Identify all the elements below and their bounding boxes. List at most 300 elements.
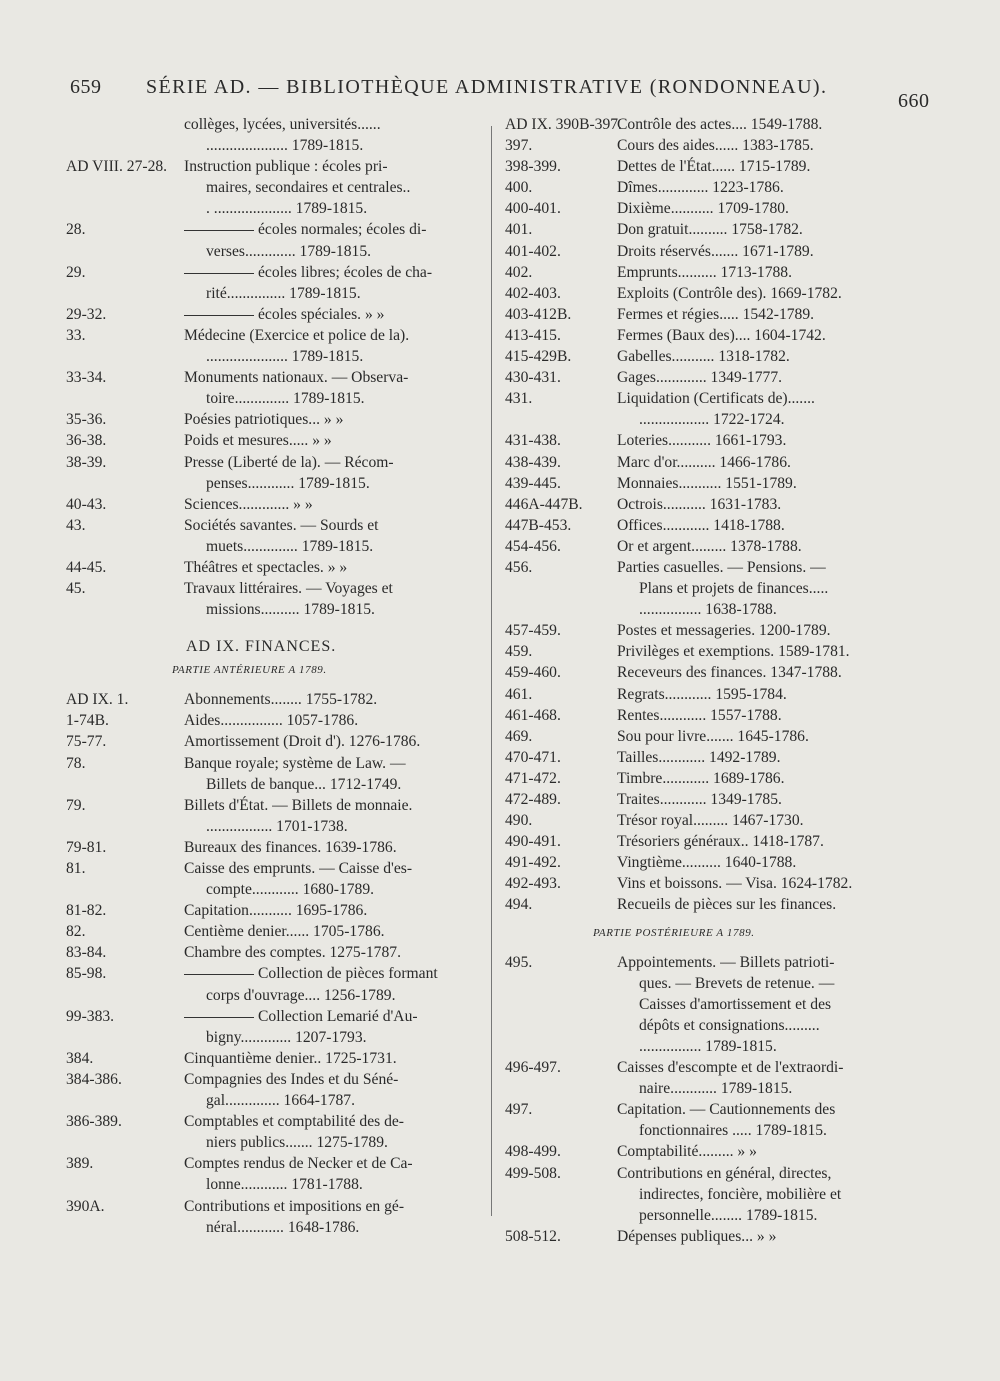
index-entry bbox=[66, 942, 481, 963]
index-entry bbox=[66, 578, 481, 620]
section-title-finances: AD IX. FINANCES. bbox=[186, 638, 337, 656]
entry-call-number: 471-472. bbox=[505, 769, 561, 787]
entry-text bbox=[184, 942, 481, 963]
entry-text bbox=[184, 1006, 481, 1048]
entry-line: Capitation........... 1695-1786. bbox=[184, 902, 368, 920]
entry-line: Don gratuit.......... 1758-1782. bbox=[617, 221, 803, 239]
entry-call-number: 401. bbox=[505, 221, 533, 239]
entry-line: Travaux littéraires. — Voyages et bbox=[184, 580, 393, 598]
index-entry bbox=[66, 1153, 481, 1195]
index-entry bbox=[505, 198, 915, 219]
entry-call-number: 472-489. bbox=[505, 791, 561, 808]
entry-call-number: 413-415. bbox=[505, 326, 561, 344]
entry-text bbox=[184, 494, 481, 515]
index-entry bbox=[66, 515, 481, 557]
running-header-title: SÉRIE AD. — BIBLIOTHÈQUE ADMINISTRATIVE (RONDONNEAU). bbox=[146, 76, 828, 98]
entry-text bbox=[184, 1069, 481, 1111]
index-entry bbox=[505, 494, 915, 515]
entry-line: Banque royale; système de Law. — bbox=[184, 754, 406, 772]
entry-text bbox=[617, 726, 915, 747]
entry-text bbox=[617, 873, 915, 894]
entry-call-number: 508-512. bbox=[505, 1227, 561, 1245]
entry-text bbox=[617, 283, 915, 304]
index-entry bbox=[505, 873, 915, 894]
entry-line: indirectes, foncière, mobilière et bbox=[639, 1185, 842, 1203]
entry-call-number: 99-383. bbox=[66, 1007, 115, 1025]
entry-line: bigny............. 1207-1793. bbox=[206, 1028, 367, 1046]
entry-line: Sciences............. » » bbox=[184, 495, 313, 513]
entry-text bbox=[617, 135, 915, 156]
entry-call-number: 402. bbox=[505, 263, 533, 281]
entry-line: Collection de pièces formant bbox=[184, 963, 481, 984]
entry-line: Sou pour livre....... 1645-1786. bbox=[617, 727, 809, 745]
index-entry bbox=[66, 710, 481, 731]
entry-call-number: 384. bbox=[66, 1049, 94, 1067]
entry-call-number: 85-98. bbox=[66, 965, 107, 983]
index-entry bbox=[505, 684, 915, 705]
index-entry bbox=[505, 747, 915, 768]
index-entry bbox=[66, 262, 481, 304]
education-entries bbox=[66, 114, 481, 620]
entry-call-number: 82. bbox=[66, 923, 86, 941]
entry-line: ..................... 1789-1815. bbox=[206, 137, 364, 155]
entry-text bbox=[184, 837, 481, 858]
entry-call-number: 446A-447B. bbox=[505, 495, 583, 513]
entry-call-number: 498-499. bbox=[505, 1143, 561, 1161]
entry-line: Caisses d'escompte et de l'extraordi- bbox=[617, 1059, 844, 1077]
index-entry bbox=[66, 114, 481, 156]
entry-text bbox=[617, 430, 915, 451]
entry-call-number: 384-386. bbox=[66, 1070, 122, 1088]
index-entry bbox=[505, 304, 915, 325]
entry-call-number: 35-36. bbox=[66, 411, 107, 429]
entry-call-number: 81-82. bbox=[66, 902, 107, 920]
entry-call-number: 81. bbox=[66, 860, 86, 877]
entry-line: Caisses d'amortissement et des bbox=[639, 995, 832, 1013]
entry-line: ................ 1638-1788. bbox=[639, 601, 777, 619]
entry-line: Recueils de pièces sur les finances. bbox=[617, 896, 837, 914]
entry-line: gal.............. 1664-1787. bbox=[206, 1092, 355, 1110]
entry-line: Regrats............ 1595-1784. bbox=[617, 685, 787, 703]
index-entry bbox=[505, 705, 915, 726]
entry-call-number: 397. bbox=[505, 137, 533, 155]
entry-line: missions.......... 1789-1815. bbox=[206, 601, 375, 619]
index-entry bbox=[505, 1141, 915, 1162]
entry-line: Dîmes............. 1223-1786. bbox=[617, 179, 784, 197]
entry-text bbox=[184, 325, 481, 367]
index-entry bbox=[505, 325, 915, 346]
index-entry bbox=[505, 1163, 915, 1226]
index-entry bbox=[505, 768, 915, 789]
entry-line: Aides................ 1057-1786. bbox=[184, 712, 359, 730]
entry-line: Dépenses publiques... » » bbox=[617, 1227, 777, 1245]
entry-text bbox=[617, 1099, 915, 1141]
entry-call-number: 38-39. bbox=[66, 453, 107, 471]
entry-call-number: AD IX. 1. bbox=[66, 691, 129, 709]
entry-text bbox=[184, 557, 481, 578]
entry-text bbox=[617, 1141, 915, 1162]
entry-call-number: 415-429B. bbox=[505, 348, 572, 366]
index-entry bbox=[505, 831, 915, 852]
entry-text bbox=[617, 768, 915, 789]
entry-call-number: 491-492. bbox=[505, 854, 561, 872]
right-column bbox=[505, 114, 915, 1247]
entry-call-number: 439-445. bbox=[505, 474, 561, 492]
entry-text bbox=[617, 620, 915, 641]
entry-line: Receveurs des finances. 1347-1788. bbox=[617, 664, 842, 682]
index-entry bbox=[66, 325, 481, 367]
entry-line: ................. 1701-1738. bbox=[206, 817, 348, 835]
entry-text bbox=[617, 367, 915, 388]
entry-line: Parties casuelles. — Pensions. — bbox=[617, 558, 826, 576]
entry-call-number: AD VIII. 27-28. bbox=[66, 158, 168, 176]
entry-line: dépôts et consignations......... bbox=[639, 1016, 820, 1034]
entry-call-number: 490. bbox=[505, 812, 533, 830]
index-entry bbox=[505, 557, 915, 620]
entry-line: Sociétés savantes. — Sourds et bbox=[184, 516, 379, 534]
entry-line: Caisse des emprunts. — Caisse d'es- bbox=[184, 860, 413, 877]
entry-call-number: 386-389. bbox=[66, 1113, 122, 1131]
entry-text bbox=[184, 114, 481, 156]
index-entry bbox=[505, 894, 915, 915]
entry-call-number: 459. bbox=[505, 643, 533, 661]
finance-entries-continued bbox=[505, 114, 915, 916]
index-entry bbox=[505, 1099, 915, 1141]
entry-call-number: 495. bbox=[505, 953, 533, 971]
entry-call-number: 28. bbox=[66, 221, 86, 239]
entry-call-number: 75-77. bbox=[66, 733, 107, 751]
entry-line: néral............ 1648-1786. bbox=[206, 1218, 360, 1236]
index-entry bbox=[505, 1226, 915, 1247]
entry-call-number: 33-34. bbox=[66, 369, 107, 387]
index-entry bbox=[66, 689, 481, 710]
index-entry bbox=[66, 156, 481, 219]
column-divider bbox=[491, 126, 492, 1216]
entry-text bbox=[184, 710, 481, 731]
index-entry bbox=[505, 388, 915, 430]
index-entry bbox=[505, 473, 915, 494]
entry-call-number: 457-459. bbox=[505, 622, 561, 640]
index-entry bbox=[505, 135, 915, 156]
entry-text bbox=[184, 963, 481, 1005]
entry-line: Appointements. — Billets patrioti- bbox=[617, 953, 835, 971]
left-column bbox=[66, 114, 481, 1238]
entry-text bbox=[617, 952, 915, 1057]
index-entry bbox=[505, 662, 915, 683]
entry-call-number: 79-81. bbox=[66, 838, 107, 856]
entry-line: rité............... 1789-1815. bbox=[206, 284, 361, 302]
entry-call-number: 490-491. bbox=[505, 833, 561, 851]
entry-text bbox=[617, 747, 915, 768]
entry-text bbox=[184, 367, 481, 409]
index-entry bbox=[505, 283, 915, 304]
entry-text bbox=[184, 219, 481, 261]
index-entry bbox=[505, 515, 915, 536]
entry-line: muets.............. 1789-1815. bbox=[206, 537, 374, 555]
entry-line: Centième denier...... 1705-1786. bbox=[184, 923, 385, 941]
entry-line: Postes et messageries. 1200-1789. bbox=[617, 622, 831, 640]
entry-line: Fermes (Baux des).... 1604-1742. bbox=[617, 326, 826, 344]
entry-call-number: 496-497. bbox=[505, 1059, 561, 1077]
entry-text bbox=[617, 515, 915, 536]
entry-text bbox=[617, 114, 915, 135]
entry-call-number bbox=[66, 114, 184, 156]
entry-line: verses............. 1789-1815. bbox=[206, 242, 372, 260]
entry-call-number: 456. bbox=[505, 558, 533, 576]
entry-call-number: 36-38. bbox=[66, 432, 107, 450]
entry-line: Théâtres et spectacles. » » bbox=[184, 558, 348, 576]
entry-line: Droits réservés....... 1671-1789. bbox=[617, 242, 814, 260]
entry-line: Dettes de l'État...... 1715-1789. bbox=[617, 158, 811, 176]
index-entry bbox=[66, 795, 481, 837]
entry-text bbox=[184, 430, 481, 451]
entry-call-number: 29. bbox=[66, 263, 86, 281]
finance-entries-before-1789 bbox=[66, 689, 481, 1237]
index-entry bbox=[505, 536, 915, 557]
index-entry bbox=[505, 452, 915, 473]
entry-text bbox=[617, 705, 915, 726]
page-number-right: 660 bbox=[898, 90, 930, 112]
entry-line: naire............ 1789-1815. bbox=[639, 1080, 793, 1098]
index-entry bbox=[66, 219, 481, 261]
entry-line: Comptables et comptabilité des de- bbox=[184, 1113, 404, 1131]
entry-line: toire.............. 1789-1815. bbox=[206, 390, 365, 408]
entry-text bbox=[184, 858, 481, 900]
entry-line: Instruction publique : écoles pri- bbox=[184, 158, 388, 176]
entry-line: Comptes rendus de Necker et de Ca- bbox=[184, 1155, 413, 1173]
index-entry bbox=[505, 177, 915, 198]
index-entry bbox=[505, 1057, 915, 1099]
entry-line: écoles libres; écoles de cha- bbox=[184, 262, 481, 283]
index-entry bbox=[505, 789, 915, 810]
entry-line: Comptabilité......... » » bbox=[617, 1143, 757, 1161]
page-number-left: 659 bbox=[70, 76, 102, 98]
entry-call-number: 431. bbox=[505, 390, 533, 408]
entry-call-number: AD IX. 390B-397. bbox=[505, 116, 622, 133]
entry-text bbox=[184, 515, 481, 557]
entry-line: Loteries........... 1661-1793. bbox=[617, 432, 787, 450]
entry-line: Gages............. 1349-1777. bbox=[617, 369, 783, 387]
index-entry bbox=[505, 641, 915, 662]
index-entry bbox=[66, 557, 481, 578]
index-entry bbox=[505, 952, 915, 1057]
index-entry bbox=[505, 156, 915, 177]
entry-line: Bureaux des finances. 1639-1786. bbox=[184, 838, 397, 856]
entry-text bbox=[184, 156, 481, 219]
entry-text bbox=[184, 578, 481, 620]
entry-line: Monnaies........... 1551-1789. bbox=[617, 474, 797, 492]
entry-text bbox=[617, 388, 915, 430]
entry-line: .................. 1722-1724. bbox=[639, 411, 785, 429]
entry-line: Traites............ 1349-1785. bbox=[617, 791, 782, 808]
entry-text bbox=[617, 473, 915, 494]
entry-text bbox=[617, 684, 915, 705]
entry-call-number: 43. bbox=[66, 516, 86, 534]
entry-line: Amortissement (Droit d'). 1276-1786. bbox=[184, 733, 421, 751]
index-entry bbox=[505, 852, 915, 873]
entry-line: Chambre des comptes. 1275-1787. bbox=[184, 944, 401, 962]
entry-call-number: 400. bbox=[505, 179, 533, 197]
entry-call-number: 431-438. bbox=[505, 432, 561, 450]
entry-call-number: 492-493. bbox=[505, 875, 561, 893]
entry-call-number: 469. bbox=[505, 727, 533, 745]
entry-call-number: 403-412B. bbox=[505, 305, 572, 323]
entry-line: écoles spéciales. » » bbox=[184, 304, 481, 325]
entry-call-number: 33. bbox=[66, 326, 86, 344]
entry-call-number: 390A. bbox=[66, 1197, 105, 1215]
entry-line: penses............ 1789-1815. bbox=[206, 474, 370, 492]
entry-call-number: 83-84. bbox=[66, 944, 107, 962]
entry-call-number: 29-32. bbox=[66, 305, 107, 323]
entry-text bbox=[617, 1163, 915, 1226]
entry-line: niers publics....... 1275-1789. bbox=[206, 1134, 388, 1152]
entry-text bbox=[184, 262, 481, 304]
entry-text bbox=[617, 262, 915, 283]
entry-line: Contributions en général, directes, bbox=[617, 1164, 832, 1182]
section-subtitle-after-1789: PARTIE POSTÉRIEURE A 1789. bbox=[593, 926, 755, 939]
entry-text bbox=[184, 409, 481, 430]
section-subtitle-before-1789: PARTIE ANTÉRIEURE A 1789. bbox=[172, 664, 327, 677]
entry-line: Dixième........... 1709-1780. bbox=[617, 200, 789, 218]
entry-call-number: 470-471. bbox=[505, 748, 561, 766]
entry-line: Presse (Liberté de la). — Récom- bbox=[184, 453, 394, 471]
entry-text bbox=[184, 1196, 481, 1238]
entry-call-number: 400-401. bbox=[505, 200, 561, 218]
entry-line: Abonnements........ 1755-1782. bbox=[184, 691, 378, 709]
entry-line: Exploits (Contrôle des). 1669-1782. bbox=[617, 284, 842, 302]
index-entry bbox=[505, 114, 915, 135]
index-entry bbox=[66, 837, 481, 858]
entry-text bbox=[184, 1153, 481, 1195]
entry-text bbox=[184, 1111, 481, 1153]
entry-line: ..................... 1789-1815. bbox=[206, 348, 364, 366]
index-entry bbox=[66, 1111, 481, 1153]
index-entry bbox=[66, 753, 481, 795]
entry-call-number: 454-456. bbox=[505, 537, 561, 555]
index-entry bbox=[505, 620, 915, 641]
entry-text bbox=[184, 795, 481, 837]
entry-call-number: 1-74B. bbox=[66, 712, 109, 730]
index-entry bbox=[505, 726, 915, 747]
entry-text bbox=[184, 900, 481, 921]
entry-text bbox=[184, 689, 481, 710]
entry-text bbox=[617, 662, 915, 683]
entry-text bbox=[617, 241, 915, 262]
entry-line: Poids et mesures..... » » bbox=[184, 432, 332, 450]
entry-call-number: 44-45. bbox=[66, 558, 107, 576]
entry-call-number: 79. bbox=[66, 796, 86, 814]
entry-line: Gabelles........... 1318-1782. bbox=[617, 348, 790, 366]
entry-call-number: 45. bbox=[66, 580, 86, 598]
entry-line: Contributions et impositions en gé- bbox=[184, 1197, 405, 1215]
entry-line: Plans et projets de finances..... bbox=[639, 580, 829, 598]
entry-text bbox=[617, 452, 915, 473]
entry-call-number: 398-399. bbox=[505, 158, 561, 176]
index-entry bbox=[505, 346, 915, 367]
entry-line: Marc d'or.......... 1466-1786. bbox=[617, 453, 791, 471]
entry-line: Timbre............ 1689-1786. bbox=[617, 769, 785, 787]
entry-call-number: 438-439. bbox=[505, 453, 561, 471]
entry-line: fonctionnaires ..... 1789-1815. bbox=[639, 1122, 827, 1140]
entry-line: Octrois........... 1631-1783. bbox=[617, 495, 782, 513]
entry-text bbox=[184, 731, 481, 752]
index-entry bbox=[66, 1006, 481, 1048]
entry-text bbox=[617, 494, 915, 515]
entry-text bbox=[617, 810, 915, 831]
entry-text bbox=[184, 452, 481, 494]
entry-text bbox=[617, 894, 915, 915]
entry-call-number: 497. bbox=[505, 1101, 533, 1119]
entry-text bbox=[617, 831, 915, 852]
entry-text bbox=[617, 789, 915, 810]
entry-text bbox=[617, 1057, 915, 1099]
entry-line: écoles normales; écoles di- bbox=[184, 219, 481, 240]
index-entry bbox=[66, 731, 481, 752]
entry-text bbox=[617, 198, 915, 219]
entry-text bbox=[184, 921, 481, 942]
entry-line: lonne............ 1781-1788. bbox=[206, 1176, 363, 1194]
entry-text bbox=[617, 304, 915, 325]
entry-text bbox=[617, 219, 915, 240]
entry-text bbox=[184, 304, 481, 325]
finance-entries-after-1789 bbox=[505, 952, 915, 1247]
entry-line: collèges, lycées, universités...... bbox=[184, 116, 381, 133]
entry-line: Liquidation (Certificats de)....... bbox=[617, 390, 815, 408]
index-entry bbox=[66, 900, 481, 921]
entry-text bbox=[617, 177, 915, 198]
index-entry bbox=[66, 858, 481, 900]
entry-line: Médecine (Exercice et police de la). bbox=[184, 326, 410, 344]
entry-line: Trésor royal......... 1467-1730. bbox=[617, 812, 804, 830]
entry-line: Offices............ 1418-1788. bbox=[617, 516, 785, 534]
entry-call-number: 40-43. bbox=[66, 495, 107, 513]
entry-call-number: 461. bbox=[505, 685, 533, 703]
entry-call-number: 401-402. bbox=[505, 242, 561, 260]
entry-line: Cinquantième denier.. 1725-1731. bbox=[184, 1049, 397, 1067]
entry-line: Emprunts.......... 1713-1788. bbox=[617, 263, 792, 281]
entry-line: Vingtième.......... 1640-1788. bbox=[617, 854, 797, 872]
index-entry bbox=[66, 367, 481, 409]
entry-text bbox=[184, 1048, 481, 1069]
entry-call-number: 389. bbox=[66, 1155, 94, 1173]
entry-text bbox=[617, 325, 915, 346]
entry-text bbox=[617, 641, 915, 662]
entry-line: Collection Lemarié d'Au- bbox=[184, 1006, 481, 1027]
entry-line: Contrôle des actes.... 1549-1788. bbox=[617, 116, 823, 133]
index-entry bbox=[505, 241, 915, 262]
index-entry bbox=[505, 430, 915, 451]
entry-call-number: 78. bbox=[66, 754, 86, 772]
entry-text bbox=[617, 557, 915, 620]
index-entry bbox=[66, 452, 481, 494]
entry-line: corps d'ouvrage.... 1256-1789. bbox=[206, 986, 396, 1004]
entry-call-number: 447B-453. bbox=[505, 516, 572, 534]
index-entry bbox=[66, 430, 481, 451]
entry-line: Billets d'État. — Billets de monnaie. bbox=[184, 796, 413, 814]
entry-line: ques. — Brevets de retenue. — bbox=[639, 974, 835, 992]
index-entry bbox=[505, 810, 915, 831]
index-entry bbox=[66, 921, 481, 942]
entry-line: personnelle........ 1789-1815. bbox=[639, 1206, 818, 1224]
entry-call-number: 499-508. bbox=[505, 1164, 561, 1182]
entry-call-number: 494. bbox=[505, 896, 533, 914]
entry-line: ................ 1789-1815. bbox=[639, 1037, 777, 1055]
entry-call-number: 461-468. bbox=[505, 706, 561, 724]
entry-line: Tailles............ 1492-1789. bbox=[617, 748, 781, 766]
index-entry bbox=[505, 367, 915, 388]
index-entry bbox=[66, 1069, 481, 1111]
entry-line: compte............ 1680-1789. bbox=[206, 881, 375, 899]
